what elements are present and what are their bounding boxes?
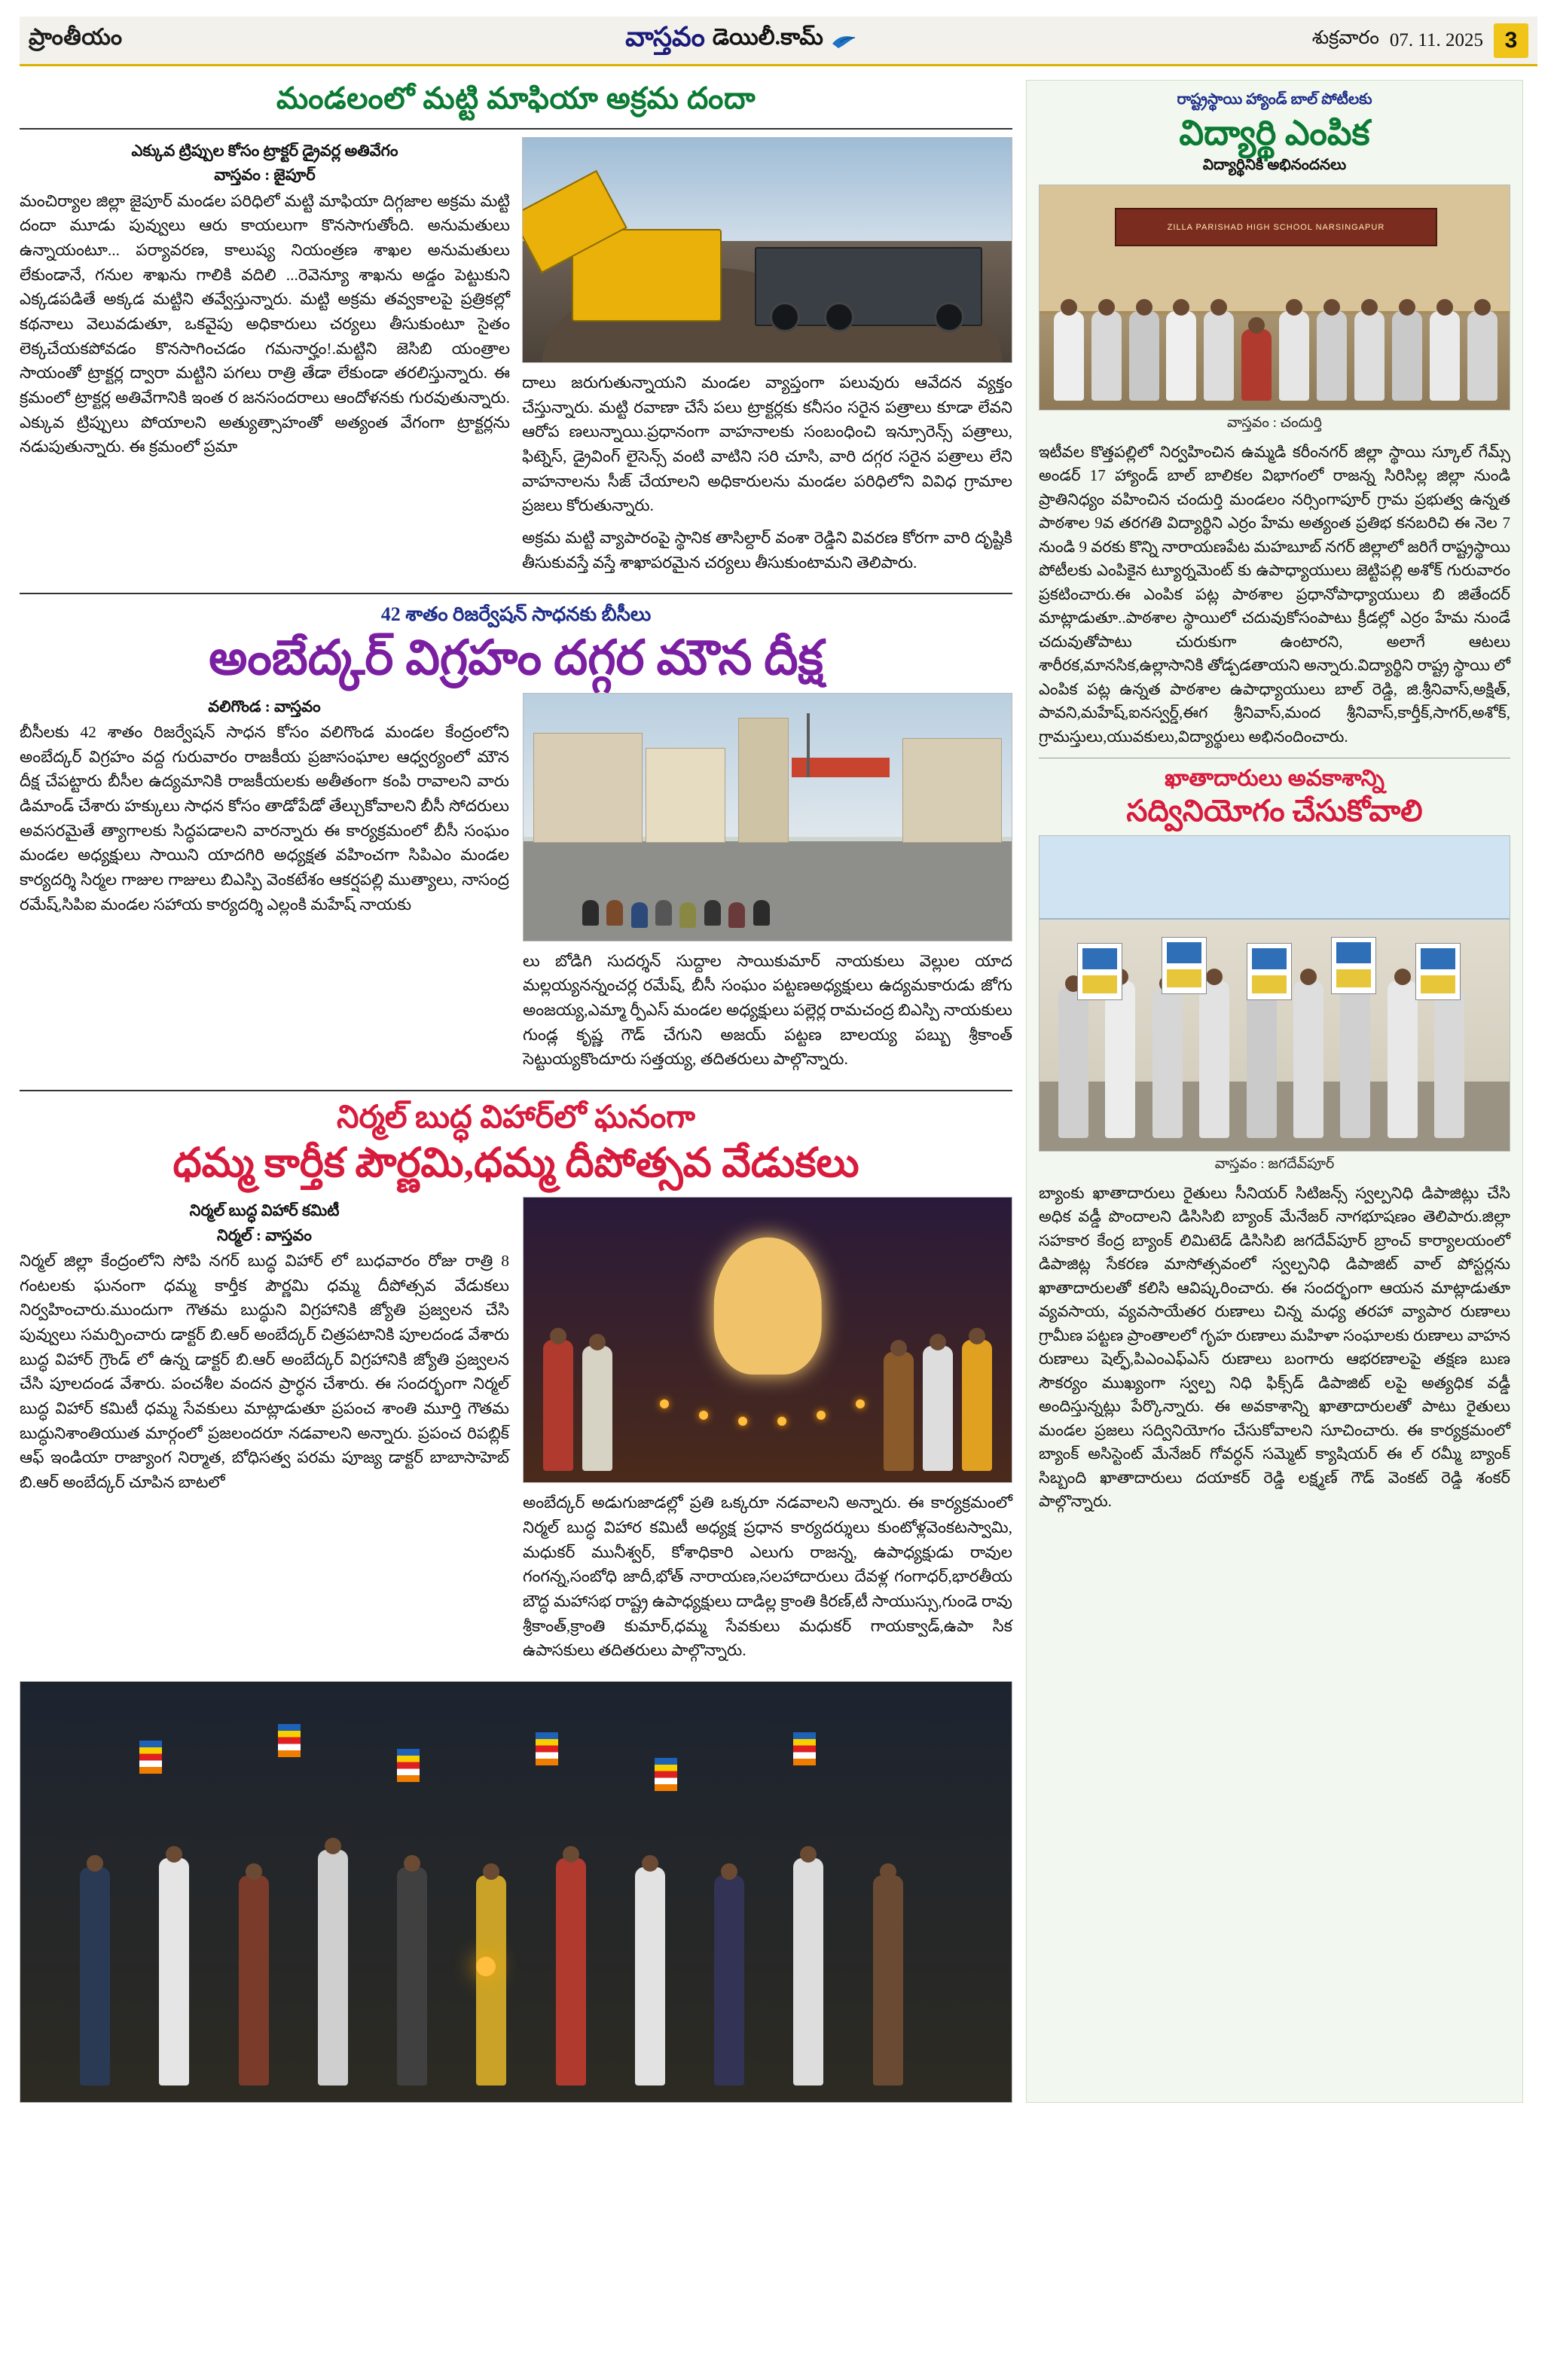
article2-col-left: [20, 693, 509, 1079]
divider: [20, 1090, 1012, 1091]
article3-col-left: [20, 1197, 509, 1671]
article3-col-right: [523, 1197, 1012, 1671]
page-number-badge: 3: [1494, 23, 1528, 58]
article1-body-left: మంచిర్యాల జిల్లా జైపూర్ మండల పరిధిలో మట్టి మాఫియా దిగ్గజాల అక్రమ మట్టి దందా మూడు పువ్వులు ఆరు కాయలుగా కొనసాగుతోంది. అనుమతులు ఉన్నాయంటూ... పర్యావరణ, కాలుష్య నియంత్రణ శాఖల అనుమతులు లేకుండానే, గనుల శాఖను గాలికి వదిలి ...రెవెన్యూ శాఖను అడ్డం పెట్టుకుని ఎక్కడపడితే అక్కడ మట్టిని తవ్వేస్తున్నారు. మట్టి అక్రమ తవ్వకాలపై ప్రత్రికల్లో కథనాలు వెలువడుతూ, ఒకవైపు అధికారులు చర్యలు తీసుకుంటూ సైతం లెక్కచేయకపోవడం కొనసాగించడం గమనార్హం!.మట్టిని జెసిబి యంత్రాల సాయంతో ట్రాక్టర్ల ద్వారా మట్టిని పగలు రాత్రి తేడా లేకుండా తరలిస్తున్నారు. ఈ క్రమంలో ట్రాక్టర్ల అతివేగానికి ఇంత ర జనసందరాలు ఆందోళనకు గురవుతున్నారు. ఎక్కువ ట్రిప్పులు పోయాలని అత్యుత్సాహంతో అత్యంత వేగంగా ట్రాక్టర్లను నడుపుతున్నారు. ఈ క్రమంలో ప్రమా: [20, 191, 510, 456]
school-signboard-text: ZILLA PARISHAD HIGH SCHOOL NARSINGAPUR: [1115, 208, 1437, 247]
article3-wide-photo: [20, 1681, 1012, 2103]
page-body: [20, 80, 1537, 2103]
article-bc-reservation: [20, 602, 1012, 1079]
left-content-zone: [20, 80, 1012, 2103]
article3-byline-2: నిర్మల్ : వాస్తవం: [217, 1225, 312, 1244]
article1-dateline: వాస్తవం : జైపూర్: [214, 166, 316, 185]
article-handball-selection: [1039, 90, 1510, 749]
article2-body-left: బీసీలకు 42 శాతం రిజర్వేషన్ సాధన కోసం వలిగొండ మండల కేంద్రంలోని అంబేద్కర్ విగ్రహం వద్ద గురువారం రాజకీయ ప్రజాసంఘాల ఆధ్వర్యంలో మౌన దీక్ష చేపట్టారు బీసీల ఉద్యమానికి రాజకీయలకు అతీతంగా కంపి రావాలని వారు డిమాండ్ చేశారు హక్కులు సాధన కోసం తాడోపేడో తేల్చుకోవాలని బీసీ సోదరులు అవసరమైతే త్యాగాలకు సిద్ధపడాలని వారన్నారు ఈ కార్యక్రమంలో బీసీ సంఘం మండల అధ్యక్షులు సాయిని యాదగిరి అధ్యక్షత వహించగా సిపిఎం మండల కార్యదర్శి సిర్మల గాజుల గాజులు బిఎస్పి వెంకటేశం ఆకర్షపల్లి ముత్యాలు, నాసంద్ర రమేష్,సిపిఐ మండల సహాయ కార్యదర్శి ఎల్లంకి మహేష్ నాయకు: [20, 722, 509, 914]
article1-subhead: ఎక్కువ ట్రిప్పుల కోసం ట్రాక్టర్ డ్రైవర్ల అతివేగం: [131, 142, 398, 160]
right-a-photo: [1039, 185, 1510, 410]
article3-byline-1: నిర్మల్ బుద్ధ విహార్ కమిటీ: [189, 1201, 340, 1220]
right-a-kicker: రాష్ట్రస్థాయి హ్యాండ్ బాల్ పోటీలకు: [1177, 91, 1372, 108]
right-a-photo-caption: వాస్తవం : చందుర్తి: [1227, 414, 1322, 431]
article3-body-left: నిర్మల్ జిల్లా కేంద్రంలోని సోపి నగర్ బుద్ధ విహార్ లో బుధవారం రోజు రాత్రి 8 గంటలకు ఘనంగా ధమ్మ కార్తీక పౌర్ణమి ధమ్మ దీపోత్సవ వేడుకలు నిర్వహించారు.ముందుగా గౌతమ బుద్ధుని విగ్రహానికి జ్యోతి ప్రజ్వలన చేసి పువ్వులు సమర్పించారు డాక్టర్ బి.ఆర్ అంబేద్కర్ చిత్రపటానికి పూలదండ వేశారు బుద్ధ విహార్ గ్రౌండ్ లో ఉన్న డాక్టర్ బి.ఆర్ అంబేద్కర్ విగ్రహానికి జ్యోతి ప్రజ్వలన చేసి పూలదండ వేశారు. పంచశీల వందన ప్రార్ధన చేశారు. ఈ సందర్భంగా నిర్మల్ బుద్ధ విహార్ కమిటీ ధమ్మ సేవకులు మాట్లాడుతూ ప్రపంచ శాంతి మూర్తి గౌతమ బుద్ధునిశాంతియుత మార్గంలో ప్రజలందరూ నడవాలని అన్నారు. ప్రపంచ రిపబ్లిక్ ఆఫ్ ఇండియా రాజ్యాంగ నిర్మాత, బోధిసత్వ పరమ పూజ్య డాక్టర్ బాబాసాహెబ్ బి.ఆర్ అంబేద్కర్ చూపిన బాటలో: [20, 1252, 509, 1492]
article1-photo: [522, 137, 1012, 363]
article1-col-right: [522, 137, 1012, 582]
article2-body-right: లు బోడిగి సుదర్శన్ సుద్దాల సాయికుమార్ నాయకులు వెల్లుల యాద మల్లయ్యనన్నంచర్ల రమేష్, బీసీ సంఘం పట్టణఅధ్యక్షులు ఉద్యమకారుడు జోగు అంజయ్య,ఎమ్మా ర్పీఎస్ మండల అధ్యక్షులు పల్లెర్ల రామచంద్ర బిఎస్పి నాయకులు గుండ్ల కృష్ణ గౌడ్ చేగుని అజయ్ పట్టణ బాలయ్య పబ్బు శ్రీకాంత్ సెట్టుయ్యకొందూరు సత్తయ్య, తదితరులు పాల్గొన్నారు.: [523, 951, 1012, 1069]
right-b-kicker: ఖాతాదారులు అవకాశాన్ని: [1165, 766, 1385, 792]
divider: [20, 128, 1012, 130]
masthead-meta: [1280, 23, 1528, 58]
right-b-photo: [1039, 835, 1510, 1152]
right-b-headline: సద్వినియోగం చేసుకోవాలి: [1126, 793, 1423, 828]
bird-logo-icon: [831, 32, 856, 50]
paper-title: వాస్తవం: [625, 22, 705, 52]
divider: [20, 593, 1012, 594]
article1-headline: మండలంలో మట్టి మాఫియా అక్రమ దందా: [276, 81, 756, 115]
right-a-headline: విద్యార్థి ఎంపిక: [1179, 114, 1370, 152]
article2-photo: [523, 693, 1012, 941]
right-b-photo-caption: వాస్తవం : జగదేవ్‌పూర్: [1214, 1155, 1335, 1172]
article-bank-deposits: [1039, 764, 1510, 1514]
article3-grid: [20, 1197, 1012, 1671]
article2-col-right: [523, 693, 1012, 1079]
article3-headline-line1: నిర్మల్ బుద్ధ విహార్‌లో ఘనంగా: [337, 1100, 695, 1135]
right-b-body: బ్యాంకు ఖాతాదారులు రైతులు సీనియర్ సిటిజన్స్ స్వల్పనిధి డిపాజిట్లు చేసి అధిక వడ్డీ పొందాలని డిసిసిబి బ్యాంక్ మేనేజర్ నాగభూషణం తెలిపారు.జిల్లా సహకార కేంద్ర బ్యాంక్ లిమిటెడ్ డిసిసిబి జగదేవ్‌పూర్ బ్రాంచ్ కార్యాలయంలో డిపాజిట్ల సేకరణ మాసోత్సవంలో స్వల్పనిధి డిపాజిట్ వాల్ పోస్టర్లను ఖాతాదారులతో కలిసి ఆవిష్కరించారు. ఈ సందర్భంగా ఆయన మాట్లాడుతూ వ్యవసాయ, వ్యవసాయేతర రుణాలు చిన్న మధ్య తరహా వ్యాపార రుణాలు గ్రామీణ పట్టణ ప్రాంతాలలో గృహ రుణాలు మహిళా సంఘాలకు రుణాలు వాహన రుణాలు షెల్ఫ్,పిఎంఎఫ్ఎస్ రుణాలు బంగారు ఆభరణాలపై తక్షణ బుణ సౌకర్యం ముఖ్యంగా స్వల్ప నిధి ఫిక్స్‌డ్ డిపాజిట్ లపై అత్యధిక వడ్డీ అందిస్తున్నట్లు పేర్కొన్నారు. ఈ అవకాశాన్ని ఖాతాదారులతో పాటు రైతులు మండల ప్రజలు సద్వినియోగం చేసుకోవాలని సూచించారు. ఈ కార్యక్రమంలో బ్యాంక్ అసిస్టెంట్ మేనేజర్ గోవర్ధన్ సమ్మెట్ క్యాషియర్ ఈ ల్ రమ్మీ బ్యాంక్ సిబ్బంది ఖాతాదారులు దయాకర్ రెడ్డి లక్ష్మణ్ గౌడ్ వెంకట్ రెడ్డి శంకర్ పాల్గొన్నారు.: [1039, 1183, 1510, 1511]
article2-headline: అంబేద్కర్ విగ్రహం దగ్గర మౌన దీక్ష: [209, 631, 823, 685]
article-soil-mafia: [20, 80, 1012, 582]
right-sidebar-zone: [1026, 80, 1523, 2103]
masthead-title-group: [202, 21, 1280, 60]
article1-col-left: [20, 137, 510, 582]
article3-headline-line2: ధమ్మ కార్తీక పౌర్ణమి,ధమ్మ దీపోత్సవ వేడుకలు: [172, 1140, 859, 1186]
article2-dateline: వలిగొండ : వాస్తవం: [208, 697, 321, 716]
article-buddha-vihar: [20, 1099, 1012, 2103]
edition-label: ప్రాంతీయం: [29, 25, 123, 50]
article2-kicker: 42 శాతం రిజర్వేషన్ సాధనకు బీసీలు: [380, 603, 652, 626]
article1-body-right-1: దాలు జరుగుతున్నాయని మండల వ్యాప్తంగా పలువురు ఆవేదన వ్యక్తం చేస్తున్నారు. మట్టి రవాణా చేసే పలు ట్రాక్టర్లకు కనీసం సరైన పత్రాలు కూడా లేవని ఆరోప ణలున్నాయి.ప్రధానంగా వాహనాలకు సంబంధించి ఇన్సూరెన్స్ పత్రాలు, ఫిట్నెస్, డ్రైవింగ్ లైసెన్స్ వంటి వాటిని సరి చూసి, వారి దగ్గర సరైన పత్రాలు లేని వాహనాలను సీజ్ చేయాలని అధికారులను మండల పరిధిలోని వివిధ గ్రామాల ప్రజలు కోరుతున్నారు.: [522, 374, 1012, 515]
masthead: [20, 17, 1537, 66]
article3-body-right: అంబేద్కర్ అడుగుజాడల్లో ప్రతి ఒక్కరూ నడవాలని అన్నారు. ఈ కార్యక్రమంలో నిర్మల్ బుద్ధ విహార కమిటీ అధ్యక్ష ప్రధాన కార్యదర్శులు కుంటోళ్లవెంకటస్వామి, మధుకర్ మునీశ్వర్, కోశాధికారి ఎలుగు రాజన్న, ఉపాధ్యక్షుడు రావుల గంగన్న,సంబోధి జాదీ,భోత్ నారాయణ,సలహాదారులు దేవళ్ల గంగాధర్,భారతీయ బౌద్ధ మహాసభ రాష్ట్ర ఉపాధ్యక్షులు దాడిల్ల క్రాంతి కిరణ్,టీ సాయుస్సు,గుండె రావు శ్రీకాంత్,క్రాంతి కుమార్,ధమ్మ సేవకులు మధుకర్ గాయక్వాడ్,ఉపా సిక ఉపాసకులు తదితరులు పాల్గొన్నారు.: [523, 1494, 1012, 1660]
publication-date: 07. 11. 2025: [1389, 29, 1483, 50]
right-a-body: ఇటీవల కొత్తపల్లిలో నిర్వహించిన ఉమ్మడి కరీంనగర్ జిల్లా స్థాయి స్కూల్ గేమ్స్ అండర్ 17 హ్యాండ్ బాల్ బాలికల విభాగంలో రాజన్న సిరిసిల్ల జిల్లా నుండి ప్రాతినిధ్యం వహించిన చందుర్తి మండలం నర్సింగాపూర్ గ్రామ ప్రభుత్వ ఉన్నత పాఠశాల 9వ తరగతి విద్యార్థిని ఎర్రం హేమ అత్యంత ప్రతిభ కనబరిచి ఈ నెల 7 నుండి 9 వరకు కొన్ని నారాయణపేట మహబూబ్ నగర్ జిల్లాలో జరిగే రాష్ట్రస్థాయి పోటీలకు ఎంపికైన ట్యూర్నమెంట్ కు ఉపాధ్యాయులు జెట్టిపల్లి అశోక్ గురువారం ప్రకటించారు.ఈ ఎంపిక పట్ల పాఠశాల ప్రధానోపాధ్యాయులు బి జితేందర్ మాట్లాడుతూ..పాఠశాల స్థాయిలో చదువుకోసంపాటు క్రీడల్లో ఎర్రం హేమ నుండే చదువుతోపాటు చురుకుగా ఉంటారని, అలాగే ఆటలు శారీరక,మానసిక,ఉల్లాసానికి తోడ్పడతాయని అన్నారు.విద్యార్థిని రాష్ట్ర స్థాయి లో ఎంపిక పట్ల ఉన్నత పాఠశాల ఉపాధ్యాయులు బాల్ రెడ్డి, జి.శ్రీనివాస్,అక్షిత్, పావని,మహేష్,ఐనస్వర్డ్,ఈగ శ్రీనివాస్,మంద శ్రీనివాస్,కార్తీక్,సాగర్,అశోక్, గ్రామస్తులు,యువకులు,విద్యార్థులు అభినందించారు.: [1039, 442, 1510, 746]
article1-grid: [20, 137, 1012, 582]
paper-subtitle: డెయిలీ.కామ్: [712, 25, 823, 50]
article3-photo: [523, 1197, 1012, 1483]
right-a-subhead: విద్యార్థినికి అభినందనలు: [1202, 156, 1347, 173]
article1-body-right-2: అక్రమ మట్టి వ్యాపారంపై స్థానిక తాసిల్దార్ వంశా రెడ్డిని వివరణ కోరగా వారి దృష్టికి తీసుకువస్తే వస్తే శాఖాపరమైన చర్యలు తీసుకుంటామని తెలిపారు.: [522, 529, 1012, 572]
publication-day: శుక్రవారం: [1311, 27, 1379, 48]
article2-grid: [20, 693, 1012, 1079]
